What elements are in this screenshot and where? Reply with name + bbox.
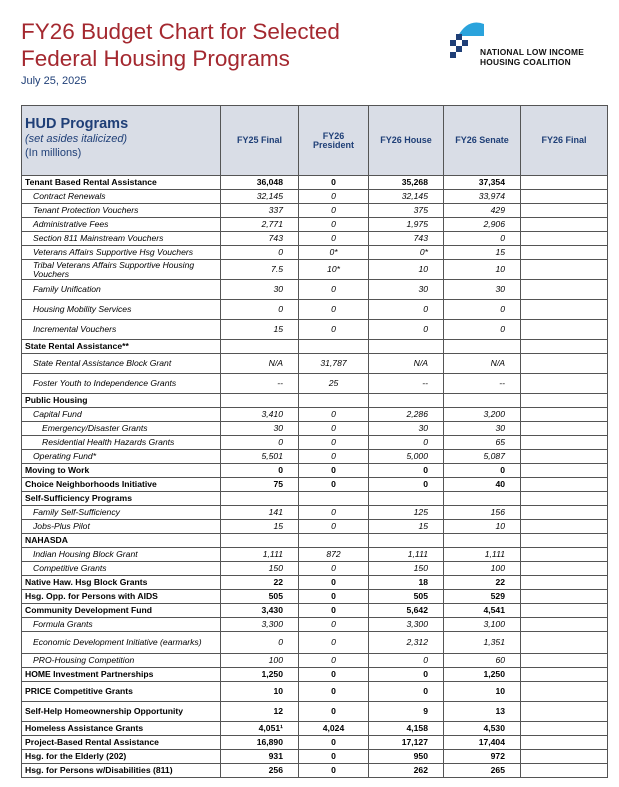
cell-value: 0	[299, 190, 369, 204]
cell-value: 5,000	[369, 450, 444, 464]
cell-value: 125	[369, 506, 444, 520]
cell-value	[521, 750, 608, 764]
cell-value: 0	[299, 562, 369, 576]
cell-value: 15	[221, 520, 299, 534]
cell-value: 0	[299, 576, 369, 590]
table-row	[22, 492, 608, 506]
cell-value: 0	[299, 668, 369, 682]
table-row	[22, 204, 608, 218]
row-label: Hsg. Opp. for Persons with AIDS	[22, 590, 221, 604]
row-label: Hsg. for Persons w/Disabilities (811)	[22, 764, 221, 778]
cell-value	[521, 374, 608, 394]
cell-value: 1,250	[444, 668, 521, 682]
cell-value: 0	[299, 204, 369, 218]
table-row	[22, 736, 608, 750]
row-label: NAHASDA	[22, 534, 221, 548]
cell-value: 0	[299, 618, 369, 632]
table-row	[22, 190, 608, 204]
row-label: Homeless Assistance Grants	[22, 722, 221, 736]
cell-value: 529	[444, 590, 521, 604]
cell-value: 0	[444, 232, 521, 246]
row-label: Native Haw. Hsg Block Grants	[22, 576, 221, 590]
cell-value: 0	[299, 682, 369, 702]
cell-value: 30	[221, 280, 299, 300]
cell-value: 0	[299, 280, 369, 300]
cell-value: 2,771	[221, 218, 299, 232]
cell-value: 1,111	[444, 548, 521, 562]
cell-value	[521, 604, 608, 618]
cell-value: 13	[444, 702, 521, 722]
cell-value: 256	[221, 764, 299, 778]
cell-value: 0	[221, 246, 299, 260]
table-row	[22, 354, 608, 374]
cell-value: 10	[221, 682, 299, 702]
row-label: Capital Fund	[22, 408, 221, 422]
cell-value	[521, 320, 608, 340]
cell-value: 0	[369, 478, 444, 492]
row-label: Emergency/Disaster Grants	[22, 422, 221, 436]
row-label: Jobs-Plus Pilot	[22, 520, 221, 534]
cell-value	[521, 492, 608, 506]
cell-value: 3,300	[221, 618, 299, 632]
row-label: Public Housing	[22, 394, 221, 408]
cell-value	[444, 340, 521, 354]
cell-value	[444, 492, 521, 506]
cell-value: 0	[299, 300, 369, 320]
cell-value: 0	[221, 632, 299, 654]
cell-value	[521, 590, 608, 604]
cell-value: 0	[369, 300, 444, 320]
table-row	[22, 260, 608, 280]
row-label: HOME Investment Partnerships	[22, 668, 221, 682]
cell-value: 2,906	[444, 218, 521, 232]
cell-value: 0	[299, 632, 369, 654]
cell-value: N/A	[369, 354, 444, 374]
cell-value	[369, 394, 444, 408]
cell-value: 17,404	[444, 736, 521, 750]
cell-value	[521, 534, 608, 548]
table-row	[22, 506, 608, 520]
row-label: Moving to Work	[22, 464, 221, 478]
row-label: Tenant Based Rental Assistance	[22, 176, 221, 190]
cell-value	[521, 354, 608, 374]
cell-value	[521, 478, 608, 492]
cell-value: 9	[369, 702, 444, 722]
col-header-fy25-final: FY25 Final	[221, 106, 299, 176]
cell-value	[221, 394, 299, 408]
cell-value: 40	[444, 478, 521, 492]
cell-value	[521, 408, 608, 422]
cell-value: 0	[444, 464, 521, 478]
row-label: Project-Based Rental Assistance	[22, 736, 221, 750]
cell-value: 0	[369, 668, 444, 682]
table-row	[22, 340, 608, 354]
cell-value: 65	[444, 436, 521, 450]
cell-value: 2,286	[369, 408, 444, 422]
cell-value	[521, 736, 608, 750]
cell-value: 0	[299, 736, 369, 750]
cell-value: 0	[299, 218, 369, 232]
cell-value: 0	[444, 320, 521, 340]
cell-value: 0*	[369, 246, 444, 260]
logo-text: NATIONAL LOW INCOME HOUSING COALITION	[480, 47, 584, 67]
report-date: July 25, 2025	[21, 75, 87, 87]
cell-value	[521, 654, 608, 668]
cell-value	[521, 618, 608, 632]
table-row	[22, 702, 608, 722]
table-row	[22, 320, 608, 340]
cell-value	[521, 246, 608, 260]
budget-table	[21, 105, 608, 778]
table-row	[22, 246, 608, 260]
table-row	[22, 280, 608, 300]
cell-value: 262	[369, 764, 444, 778]
cell-value	[521, 436, 608, 450]
table-row	[22, 218, 608, 232]
col-header-fy26-senate: FY26 Senate	[444, 106, 521, 176]
row-label: Formula Grants	[22, 618, 221, 632]
cell-value: 1,975	[369, 218, 444, 232]
cell-value: 0	[369, 682, 444, 702]
cell-value	[521, 422, 608, 436]
cell-value	[521, 300, 608, 320]
cell-value	[521, 722, 608, 736]
cell-value: 60	[444, 654, 521, 668]
row-label: Family Self-Sufficiency	[22, 506, 221, 520]
cell-value: 0	[299, 232, 369, 246]
cell-value: 0	[299, 320, 369, 340]
cell-value	[299, 534, 369, 548]
cell-value: 37,354	[444, 176, 521, 190]
cell-value: 505	[221, 590, 299, 604]
cell-value: 0	[299, 408, 369, 422]
table-row	[22, 394, 608, 408]
cell-value: 5,642	[369, 604, 444, 618]
cell-value: 100	[444, 562, 521, 576]
table-row	[22, 422, 608, 436]
cell-value: 16,890	[221, 736, 299, 750]
cell-value: 0	[299, 750, 369, 764]
cell-value: 3,200	[444, 408, 521, 422]
cell-value: 0*	[299, 246, 369, 260]
cell-value: 30	[444, 422, 521, 436]
cell-value	[444, 394, 521, 408]
cell-value: 32,145	[221, 190, 299, 204]
cell-value: 1,111	[221, 548, 299, 562]
cell-value: 505	[369, 590, 444, 604]
cell-value: 141	[221, 506, 299, 520]
cell-value: 972	[444, 750, 521, 764]
cell-value: 0	[221, 300, 299, 320]
cell-value	[521, 520, 608, 534]
cell-value	[521, 506, 608, 520]
table-row	[22, 764, 608, 778]
cell-value: 12	[221, 702, 299, 722]
corner-header: HUD Programs (set asides italicized) (In millions)	[22, 106, 221, 176]
cell-value: 150	[221, 562, 299, 576]
cell-value: 30	[444, 280, 521, 300]
table-row	[22, 176, 608, 190]
col-header-fy26-president: FY26 President	[299, 106, 369, 176]
cell-value	[444, 534, 521, 548]
cell-value: 1,111	[369, 548, 444, 562]
cell-value: 0	[299, 764, 369, 778]
cell-value: 15	[221, 320, 299, 340]
row-label: Contract Renewals	[22, 190, 221, 204]
cell-value: 10	[369, 260, 444, 280]
cell-value: 872	[299, 548, 369, 562]
cell-value: 156	[444, 506, 521, 520]
cell-value: 0	[299, 464, 369, 478]
cell-value: 931	[221, 750, 299, 764]
cell-value: 75	[221, 478, 299, 492]
table-row	[22, 232, 608, 246]
row-label: Community Development Fund	[22, 604, 221, 618]
cell-value: 950	[369, 750, 444, 764]
cell-value	[521, 340, 608, 354]
nlihc-logo	[446, 14, 606, 72]
cell-value: 0	[299, 176, 369, 190]
cell-value: 0	[369, 464, 444, 478]
row-label: Section 811 Mainstream Vouchers	[22, 232, 221, 246]
cell-value: 10	[444, 682, 521, 702]
row-label: Self-Sufficiency Programs	[22, 492, 221, 506]
table-row	[22, 436, 608, 450]
cell-value	[521, 548, 608, 562]
row-label: Administrative Fees	[22, 218, 221, 232]
cell-value	[521, 280, 608, 300]
cell-value: 1,351	[444, 632, 521, 654]
row-label: State Rental Assistance Block Grant	[22, 354, 221, 374]
cell-value	[521, 682, 608, 702]
cell-value: 5,501	[221, 450, 299, 464]
cell-value: 31,787	[299, 354, 369, 374]
cell-value	[521, 260, 608, 280]
cell-value: N/A	[221, 354, 299, 374]
cell-value: 1,250	[221, 668, 299, 682]
row-label: Indian Housing Block Grant	[22, 548, 221, 562]
cell-value: 10	[444, 520, 521, 534]
cell-value: N/A	[444, 354, 521, 374]
cell-value	[521, 632, 608, 654]
cell-value: 0	[369, 654, 444, 668]
table-row	[22, 408, 608, 422]
cell-value	[299, 340, 369, 354]
page-title	[21, 18, 340, 72]
cell-value: 33,974	[444, 190, 521, 204]
cell-value: 4,530	[444, 722, 521, 736]
cell-value: 150	[369, 562, 444, 576]
table-row	[22, 654, 608, 668]
cell-value: 2,312	[369, 632, 444, 654]
cell-value	[521, 394, 608, 408]
table-row	[22, 478, 608, 492]
cell-value: 0	[299, 422, 369, 436]
table-row	[22, 590, 608, 604]
cell-value: 429	[444, 204, 521, 218]
cell-value	[521, 702, 608, 722]
cell-value: 0	[369, 320, 444, 340]
row-label: State Rental Assistance**	[22, 340, 221, 354]
title-line-1: FY26 Budget Chart for Selected	[21, 19, 340, 44]
cell-value: 0	[299, 506, 369, 520]
cell-value: 0	[299, 478, 369, 492]
title-line-2: Federal Housing Programs	[21, 46, 290, 71]
cell-value	[521, 232, 608, 246]
row-label: Incremental Vouchers	[22, 320, 221, 340]
cell-value: 15	[444, 246, 521, 260]
table-row	[22, 300, 608, 320]
row-label: Economic Development Initiative (earmarks)	[22, 632, 221, 654]
cell-value: 743	[369, 232, 444, 246]
cell-value: 3,410	[221, 408, 299, 422]
row-label: PRO-Housing Competition	[22, 654, 221, 668]
cell-value: 0	[299, 450, 369, 464]
table-row	[22, 576, 608, 590]
cell-value	[521, 764, 608, 778]
cell-value: 0	[444, 300, 521, 320]
table-row	[22, 604, 608, 618]
row-label: Competitive Grants	[22, 562, 221, 576]
col-header-fy26-house: FY26 House	[369, 106, 444, 176]
table-row	[22, 618, 608, 632]
table-row	[22, 722, 608, 736]
cell-value: 743	[221, 232, 299, 246]
row-label: Operating Fund*	[22, 450, 221, 464]
cell-value: 3,300	[369, 618, 444, 632]
cell-value: 4,158	[369, 722, 444, 736]
row-label: Tribal Veterans Affairs Supportive Housing Vouchers	[22, 260, 221, 280]
cell-value: --	[221, 374, 299, 394]
table-row	[22, 632, 608, 654]
cell-value: 0	[369, 436, 444, 450]
cell-value: 25	[299, 374, 369, 394]
cell-value: 0	[299, 436, 369, 450]
cell-value: 100	[221, 654, 299, 668]
row-label: Foster Youth to Independence Grants	[22, 374, 221, 394]
cell-value	[369, 492, 444, 506]
cell-value: 0	[299, 654, 369, 668]
cell-value: 35,268	[369, 176, 444, 190]
row-label: Veterans Affairs Supportive Hsg Vouchers	[22, 246, 221, 260]
table-row	[22, 548, 608, 562]
cell-value	[521, 176, 608, 190]
cell-value	[221, 534, 299, 548]
cell-value: 17,127	[369, 736, 444, 750]
cell-value: 4,541	[444, 604, 521, 618]
cell-value: 0	[299, 702, 369, 722]
col-header-fy26-final: FY26 Final	[521, 106, 608, 176]
row-label: Self-Help Homeownership Opportunity	[22, 702, 221, 722]
cell-value	[521, 204, 608, 218]
cell-value	[369, 534, 444, 548]
cell-value	[521, 190, 608, 204]
cell-value: 0	[299, 604, 369, 618]
cell-value: 3,100	[444, 618, 521, 632]
cell-value: 375	[369, 204, 444, 218]
cell-value	[521, 218, 608, 232]
row-label: Hsg. for the Elderly (202)	[22, 750, 221, 764]
cell-value: 0	[221, 436, 299, 450]
cell-value: 4,024	[299, 722, 369, 736]
cell-value: 30	[221, 422, 299, 436]
table-row	[22, 450, 608, 464]
cell-value: 4,051¹	[221, 722, 299, 736]
cell-value: 18	[369, 576, 444, 590]
cell-value: 10	[444, 260, 521, 280]
cell-value: 265	[444, 764, 521, 778]
cell-value: 32,145	[369, 190, 444, 204]
cell-value: 22	[444, 576, 521, 590]
cell-value: 30	[369, 280, 444, 300]
cell-value: 36,048	[221, 176, 299, 190]
row-label: Tenant Protection Vouchers	[22, 204, 221, 218]
cell-value	[221, 492, 299, 506]
cell-value: --	[369, 374, 444, 394]
table-row	[22, 562, 608, 576]
cell-value: 7.5	[221, 260, 299, 280]
table-row	[22, 520, 608, 534]
cell-value: --	[444, 374, 521, 394]
table-row	[22, 682, 608, 702]
table-header-row	[22, 106, 608, 176]
cell-value: 30	[369, 422, 444, 436]
cell-value	[369, 340, 444, 354]
cell-value: 22	[221, 576, 299, 590]
cell-value: 0	[299, 590, 369, 604]
table-row	[22, 464, 608, 478]
cell-value	[521, 464, 608, 478]
cell-value	[521, 576, 608, 590]
table-row	[22, 534, 608, 548]
table-row	[22, 750, 608, 764]
row-label: Housing Mobility Services	[22, 300, 221, 320]
cell-value	[521, 562, 608, 576]
cell-value	[521, 450, 608, 464]
row-label: Choice Neighborhoods Initiative	[22, 478, 221, 492]
table-row	[22, 668, 608, 682]
cell-value: 0	[221, 464, 299, 478]
row-label: PRICE Competitive Grants	[22, 682, 221, 702]
row-label: Family Unification	[22, 280, 221, 300]
cell-value: 5,087	[444, 450, 521, 464]
cell-value: 15	[369, 520, 444, 534]
cell-value: 10*	[299, 260, 369, 280]
cell-value	[221, 340, 299, 354]
cell-value: 3,430	[221, 604, 299, 618]
table-row	[22, 374, 608, 394]
row-label: Residential Health Hazards Grants	[22, 436, 221, 450]
cell-value: 337	[221, 204, 299, 218]
cell-value: 0	[299, 520, 369, 534]
cell-value	[299, 492, 369, 506]
cell-value	[299, 394, 369, 408]
cell-value	[521, 668, 608, 682]
